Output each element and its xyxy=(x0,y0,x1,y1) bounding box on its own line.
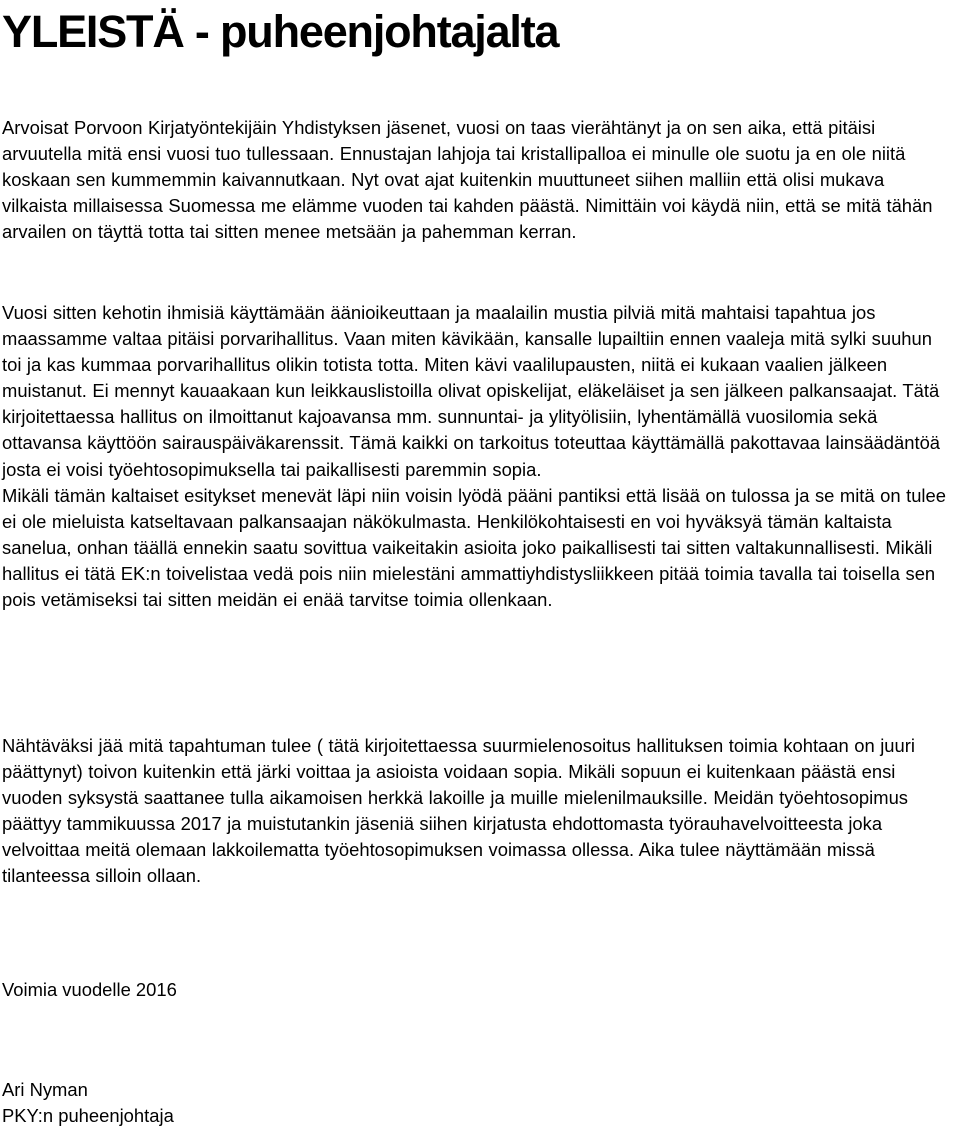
paragraph-government xyxy=(2,300,952,613)
paragraph-intro xyxy=(2,115,952,245)
signature-name: Ari Nyman xyxy=(2,1079,88,1100)
paragraph-intro-text: Arvoisat Porvoon Kirjatyöntekijäin Yhdistyksen jäsenet, vuosi on taas vierähtänyt ja on sen aika, että pitäisi arvuutella mitä ensi vuosi tuo tullessaan. Ennustajan lahjoja tai kristallipalloa ei minulle ole suotu ja en ole niitä koskaan sen kummemmin kaivannutkaan. Nyt ovat ajat kuitenkin muuttuneet siihen malliin että olisi mukava vilkaista millaisessa Suomessa me elämme vuoden tai kahden päästä. Nimittäin voi käydä niin, että se mitä tähän arvailen on täyttä totta tai sitten menee metsään ja pahemman kerran. xyxy=(2,117,933,243)
paragraph-outlook-text: Nähtäväksi jää mitä tapahtuman tulee ( tätä kirjoitettaessa suurmielenosoitus hallituksen toimia kohtaan on juuri päättynyt) toivon kuitenkin että järki voittaa ja asioista voidaan sopia. Mikäli sopuun ei kuitenkaan päästä ensi vuoden syksystä saattanee tulla aikamoisen herkkä lakoille ja muille mielenilmauksille. Meidän työehtosopimus päättyy tammikuussa 2017 ja muistutankin jäseniä siihen kirjatusta ehdottomasta työrauhavelvoitteesta joka velvoittaa meitä olemaan lakkoilematta työehtosopimuksen voimassa ollessa. Aika tulee näyttämään missä tilanteessa silloin ollaan. xyxy=(2,735,915,887)
page-title: YLEISTÄ - puheenjohtajalta xyxy=(2,6,559,57)
signature-role: PKY:n puheenjohtaja xyxy=(2,1105,174,1126)
closing-greeting: Voimia vuodelle 2016 xyxy=(2,979,177,1000)
paragraph-government-text: Vuosi sitten kehotin ihmisiä käyttämään äänioikeuttaan ja maalailin mustia pilviä mitä mahtaisi tapahtua jos maassamme valtaa pitäisi porvarihallitus. Vaan miten kävikään, kansalle lupailtiin ennen vaaleja mitä sylki suuhun toi ja kas kummaa porvarihallitus olikin totista totta. Miten kävi vaalilupausten, niitä ei kukaan vaalien jälkeen muistanut. Ei mennyt kauaakaan kun leikkauslistoilla olivat opiskelijat, eläkeläiset ja sen jälkeen palkansaajat. Tätä kirjoitettaessa hallitus on ilmoittanut kajoavansa mm. sunnuntai- ja ylityölisiin, lyhentämällä vuosilomia sekä ottavansa käyttöön sairauspäiväkarenssit. Tämä kaikki on tarkoitus toteuttaa käyttämällä pakottavaa lainsäädäntöä josta ei voisi työehtosopimuksella tai paikallisesti paremmin sopia. Mikäli tämän kaltaiset esitykset menevät läpi niin voisin lyödä pääni pantiksi että lisää on tulossa ja se mitä on tulee ei ole mieluista katseltavaan palkansaajan näkökulmasta. Henkilökohtaisesti en voi hyväksyä tämän kaltaista sanelua, onhan täällä ennekin saatu sovittua vaikeitakin asioita joko paikallisesti tai sitten valtakunnallisesti. Mikäli hallitus ei tätä EK:n toivelistaa vedä pois niin mielestäni ammattiyhdistysliikkeen pitää toimia tavalla tai toisella sen pois vetämiseksi tai sitten meidän ei enää tarvitse toimia ollenkaan. xyxy=(2,302,946,611)
paragraph-outlook xyxy=(2,733,952,890)
